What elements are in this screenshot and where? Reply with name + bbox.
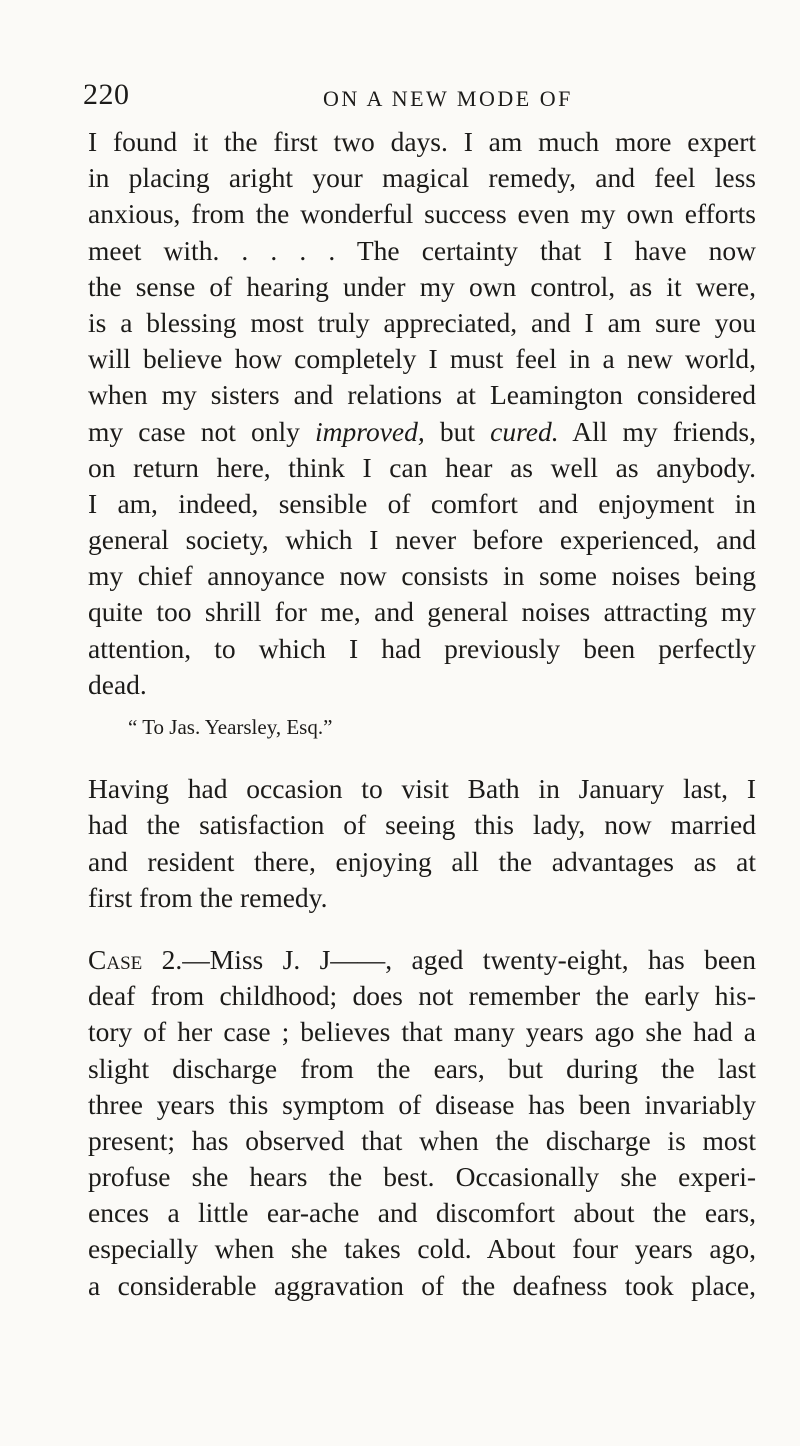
spacer — [88, 745, 756, 771]
text-line: I found it the first two days. I am much more expert — [88, 126, 756, 157]
text-line: a considerable aggravation of the deafness took place, — [88, 1269, 756, 1301]
text-line: had the satisfaction of seeing this lady, now married — [88, 809, 756, 841]
text-line: attention, to which I had previously been perfectly — [88, 632, 756, 664]
text-line: ences a little ear-ache and discomfort about the ears, — [88, 1197, 756, 1229]
text-run: but — [424, 415, 491, 447]
text-line: the sense of hearing under my own control, as it were, — [88, 270, 756, 302]
text-line: profuse she hears the best. Occasionally she experi- — [88, 1161, 756, 1193]
text-line: three years this symptom of disease has been invariably — [88, 1088, 756, 1120]
paragraph-bath-visit — [88, 771, 756, 916]
text-line: meet with. . . . . The certainty that I have now — [88, 234, 756, 266]
text-line: tory of her case ; believes that many years ago she had a — [88, 1016, 756, 1048]
text-line: and resident there, enjoying all the advantages as at — [88, 845, 756, 877]
text-run: —Miss J. J——, aged twenty-eight, has been — [182, 943, 756, 975]
page-header — [83, 78, 730, 118]
text-run: All my friends, — [558, 415, 756, 447]
text-run: my case not only — [88, 415, 316, 447]
text-line: general society, which I never before experienced, and — [88, 524, 756, 556]
spacer — [88, 916, 756, 942]
letter-signature: “ To Jas. Yearsley, Esq.” — [128, 715, 333, 739]
text-line: especially when she takes cold. About four years ago, — [88, 1233, 756, 1265]
text-line: deaf from childhood; does not remember the early his- — [88, 980, 756, 1012]
text-line: quite too shrill for me, and general noises attracting my — [88, 596, 756, 628]
text-line-case-heading — [88, 942, 756, 978]
text-line: is a blessing most truly appreciated, and I am sure you — [88, 306, 756, 338]
text-line: present; has observed that when the discharge is most — [88, 1124, 756, 1156]
paragraph-letter-excerpt — [88, 124, 756, 703]
text-line-with-italics — [88, 414, 756, 450]
page-number: 220 — [83, 78, 130, 111]
text-line: my chief annoyance now consists in some noises being — [88, 560, 756, 592]
text-line: slight discharge from the ears, but during the last — [88, 1052, 756, 1084]
text-line: on return here, think I can hear as well as anybody. — [88, 451, 756, 483]
text-line: in placing aright your magical remedy, and feel less — [88, 162, 756, 194]
text-line: I am, indeed, sensible of comfort and enjoyment in — [88, 487, 756, 519]
case-label: Case 2. — [88, 943, 183, 975]
paragraph-case-2 — [88, 942, 756, 1304]
text-line: when my sisters and relations at Leamington considered — [88, 379, 756, 411]
body-text — [88, 124, 756, 1304]
italic-word-improved: improved, — [315, 415, 425, 447]
italic-word-cured: cured. — [490, 415, 559, 447]
text-line: Having had occasion to visit Bath in January last, I — [88, 773, 756, 805]
text-line: first from the remedy. — [88, 881, 328, 913]
text-line: will believe how completely I must feel in a new world, — [88, 343, 756, 375]
text-line: dead. — [88, 668, 147, 700]
running-head: ON A NEW MODE OF — [323, 86, 573, 111]
text-line: anxious, from the wonderful success even my own efforts — [88, 198, 756, 230]
